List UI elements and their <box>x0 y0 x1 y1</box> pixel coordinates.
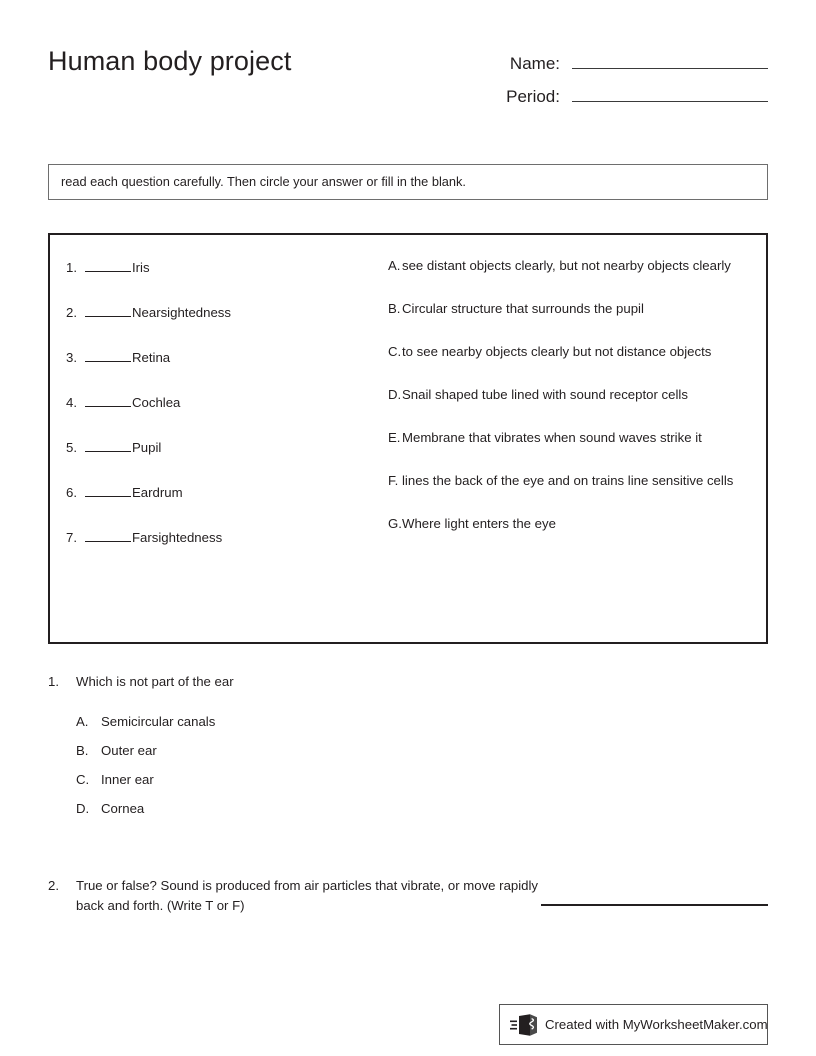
matching-definition-row <box>388 255 754 276</box>
matching-terms-column <box>66 257 366 572</box>
definition-text: to see nearby objects clearly but not distance objects <box>402 344 712 359</box>
term-number: 2. <box>66 305 77 320</box>
definition-letter: G. <box>388 516 402 531</box>
matching-term-row <box>66 347 366 392</box>
student-info-fields <box>478 50 768 116</box>
period-input-line[interactable] <box>572 83 768 102</box>
term-label: Retina <box>132 350 171 365</box>
question-1 <box>48 672 768 828</box>
term-number: 7. <box>66 530 77 545</box>
term-number: 6. <box>66 485 77 500</box>
matching-term-row <box>66 527 366 572</box>
question-text: True or false? Sound is produced from air particles that vibrate, or move rapidly back and forth. (Write T or F) <box>76 878 539 913</box>
definition-letter: D. <box>388 387 402 402</box>
option-letter: D. <box>76 801 90 816</box>
worksheet-maker-logo-icon <box>509 1012 543 1038</box>
term-number: 1. <box>66 260 77 275</box>
term-answer-blank[interactable] <box>85 437 131 452</box>
questions-section <box>48 672 768 916</box>
option-letter: C. <box>76 772 90 787</box>
term-number: 3. <box>66 350 77 365</box>
option-text: Cornea <box>101 801 145 816</box>
question-number: 2. <box>48 878 59 893</box>
term-answer-blank[interactable] <box>85 302 131 317</box>
matching-definition-row <box>388 470 754 491</box>
matching-definition-row <box>388 427 754 448</box>
term-label: Iris <box>132 260 150 275</box>
term-label: Eardrum <box>132 485 183 500</box>
option-letter: B. <box>76 743 89 758</box>
term-answer-blank[interactable] <box>85 347 131 362</box>
matching-term-row <box>66 482 366 527</box>
page-title: Human body project <box>48 46 292 76</box>
worksheet-maker-badge[interactable] <box>499 1004 768 1045</box>
term-number: 4. <box>66 395 77 410</box>
term-answer-blank[interactable] <box>85 257 131 272</box>
question-1-option-a[interactable] <box>76 712 768 741</box>
instruction-text: read each question carefully. Then circle your answer or fill in the blank. <box>61 174 466 189</box>
term-label: Nearsightedness <box>132 305 231 320</box>
question-text: Which is not part of the ear <box>76 674 234 689</box>
definition-text: Membrane that vibrates when sound waves strike it <box>402 430 702 445</box>
matching-term-row <box>66 302 366 347</box>
definition-letter: A. <box>388 258 401 273</box>
matching-term-row <box>66 437 366 482</box>
definition-letter: F. <box>388 473 399 488</box>
instruction-box <box>48 164 768 200</box>
option-text: Outer ear <box>101 743 157 758</box>
definition-letter: C. <box>388 344 402 359</box>
question-2 <box>48 876 768 916</box>
question-1-option-b[interactable] <box>76 741 768 770</box>
question-1-prompt <box>48 672 768 692</box>
term-number: 5. <box>66 440 77 455</box>
term-answer-blank[interactable] <box>85 392 131 407</box>
definition-text: Snail shaped tube lined with sound receptor cells <box>402 387 688 402</box>
definition-text: Circular structure that surrounds the pupil <box>402 301 644 316</box>
worksheet-maker-badge-text: Created with MyWorksheetMaker.com <box>545 1017 768 1032</box>
question-1-option-c[interactable] <box>76 770 768 799</box>
definition-letter: B. <box>388 301 401 316</box>
question-2-prompt <box>48 876 768 916</box>
matching-definition-row <box>388 298 754 319</box>
term-label: Pupil <box>132 440 162 455</box>
option-text: Semicircular canals <box>101 714 216 729</box>
matching-definition-row <box>388 384 754 405</box>
option-letter: A. <box>76 714 89 729</box>
option-text: Inner ear <box>101 772 154 787</box>
matching-definition-row <box>388 341 754 362</box>
worksheet-header <box>48 44 768 124</box>
matching-definition-row <box>388 513 754 534</box>
question-2-answer-line[interactable] <box>541 904 768 906</box>
definition-text: lines the back of the eye and on trains line sensitive cells <box>402 473 734 488</box>
matching-term-row <box>66 257 366 302</box>
question-1-options <box>76 712 768 828</box>
definition-letter: E. <box>388 430 401 445</box>
matching-term-row <box>66 392 366 437</box>
name-field-row <box>478 50 768 83</box>
term-label: Cochlea <box>132 395 181 410</box>
period-field-row <box>478 83 768 116</box>
definition-text: see distant objects clearly, but not nearby objects clearly <box>402 258 731 273</box>
name-input-line[interactable] <box>572 50 768 69</box>
matching-section-box <box>48 233 768 644</box>
term-answer-blank[interactable] <box>85 527 131 542</box>
period-field-label: Period: <box>506 87 560 106</box>
matching-definitions-column <box>388 255 754 556</box>
question-1-option-d[interactable] <box>76 799 768 828</box>
name-field-label: Name: <box>509 54 560 73</box>
term-answer-blank[interactable] <box>85 482 131 497</box>
term-label: Farsightedness <box>132 530 223 545</box>
question-number: 1. <box>48 674 59 689</box>
definition-text: Where light enters the eye <box>402 516 556 531</box>
